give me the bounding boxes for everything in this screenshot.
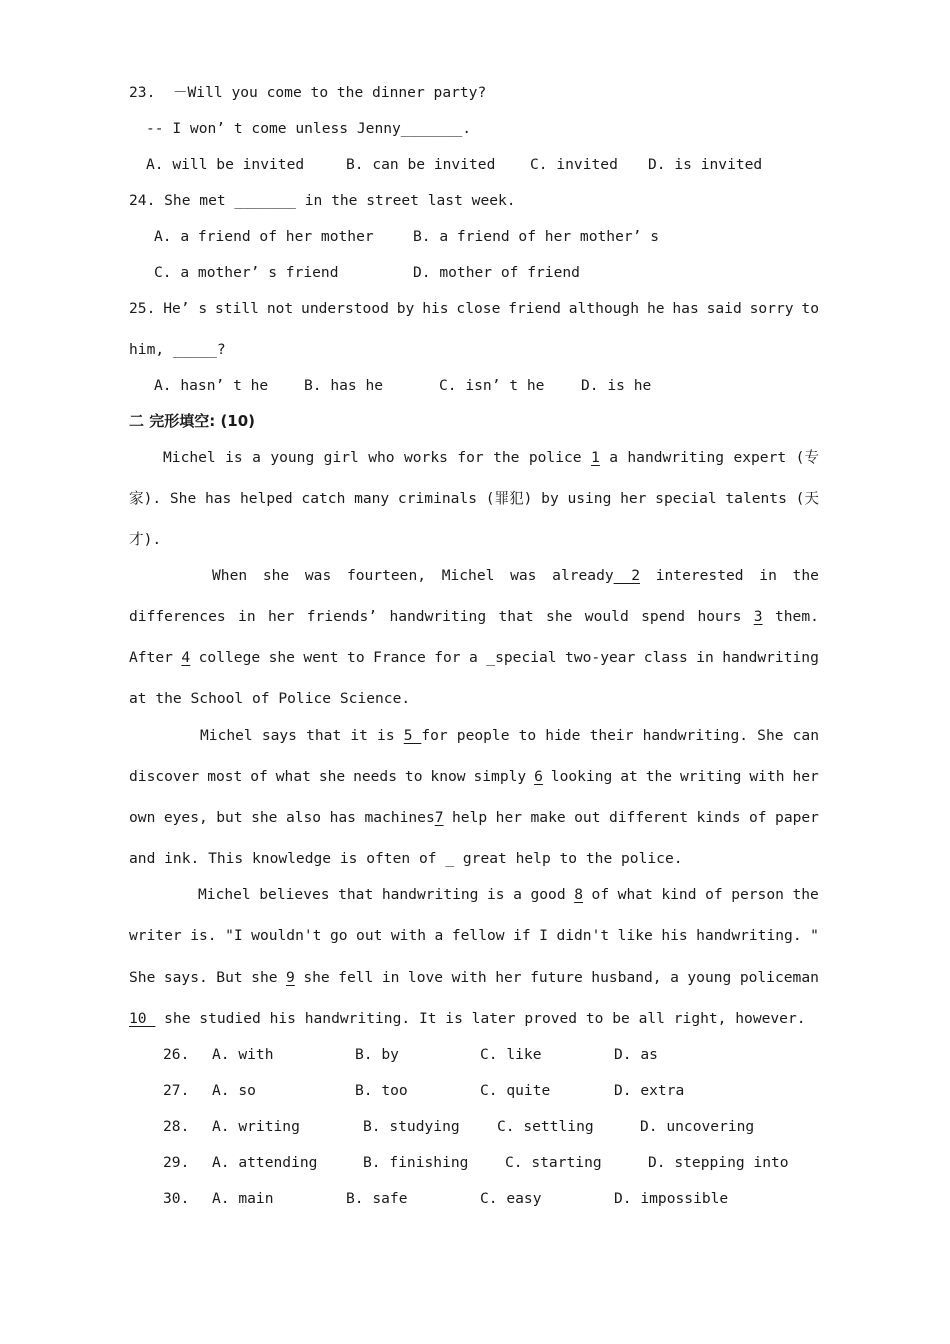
blank-8: 8	[574, 886, 583, 903]
q25-stem-line2: him, _____?	[129, 341, 226, 358]
passage-p3-line3: own eyes, but she also has machines7 help her make out different kinds of paper	[129, 809, 819, 826]
passage-p4-line3: She says. But she 9 she fell in love with her future husband, a young policeman	[129, 969, 819, 986]
q23-reply: -- I won’ t come unless Jenny_______.	[146, 120, 472, 137]
passage-p3-line4: and ink. This knowledge is often of _ great help to the police.	[129, 850, 683, 867]
section-heading: 二 完形填空: (10)	[129, 412, 256, 430]
q24-option-d: D. mother of friend	[413, 264, 580, 281]
q24-option-c: C. a mother’ s friend	[154, 264, 339, 281]
blank-9: 9	[286, 969, 295, 986]
blank-3: 3	[753, 608, 763, 625]
q24-stem: 24. She met _______ in the street last week.	[129, 192, 516, 209]
q23-option-c: C. invited	[530, 156, 618, 173]
passage-p3-line2: discover most of what she needs to know simply 6 looking at the writing with her	[129, 768, 819, 785]
q23-option-d: D. is invited	[648, 156, 763, 173]
passage-p4-line2: writer is. "I wouldn't go out with a fellow if I didn't like his handwriting. "	[129, 927, 819, 944]
blank-1: 1	[590, 449, 600, 466]
passage-p2-line3: After 4 college she went to France for a _special two-year class in handwriting	[129, 649, 819, 666]
q25-option-c: C. isn’ t he	[439, 377, 545, 394]
blank-2: __2	[613, 567, 641, 584]
passage-p1-line1: Michel is a young girl who works for the police 1 a handwriting expert (专	[163, 449, 819, 466]
q25-option-d: D. is he	[581, 377, 652, 394]
blank-6: 6	[534, 768, 543, 785]
q23-stem: 23. －Will you come to the dinner party?	[129, 84, 487, 101]
q25-option-a: A. hasn’ t he	[154, 377, 269, 394]
passage-p4-line1: Michel believes that handwriting is a good 8 of what kind of person the	[198, 886, 819, 903]
passage-p2-line4: at the School of Police Science.	[129, 690, 411, 707]
q24-option-b: B. a friend of her mother’ s	[413, 228, 660, 245]
q25-option-b: B. has he	[304, 377, 384, 394]
q25-stem-line1: 25. He’ s still not understood by his close friend although he has said sorry to	[129, 300, 819, 317]
blank-4: 4	[181, 649, 191, 666]
q23-option-a: A. will be invited	[146, 156, 305, 173]
passage-p1-line3: 才).	[129, 531, 162, 548]
passage-p1-line2: 家). She has helped catch many criminals (罪犯) by using her special talents (天	[129, 490, 819, 507]
q24-option-a: A. a friend of her mother	[154, 228, 374, 245]
passage-p3-line1: Michel says that it is 5 for people to hide their handwriting. She can	[200, 727, 819, 744]
passage-p2-line1: When she was fourteen, Michel was already__2 interested in the	[212, 567, 819, 584]
passage-p4-line4: 10 she studied his handwriting. It is later proved to be all right, however.	[129, 1010, 806, 1027]
q23-option-b: B. can be invited	[346, 156, 496, 173]
blank-5: 5	[403, 727, 422, 744]
blank-10: 10	[129, 1010, 156, 1027]
blank-7: 7	[434, 809, 444, 826]
passage-p2-line2: differences in her friends’ handwriting that she would spend hours 3 them.	[129, 608, 819, 625]
